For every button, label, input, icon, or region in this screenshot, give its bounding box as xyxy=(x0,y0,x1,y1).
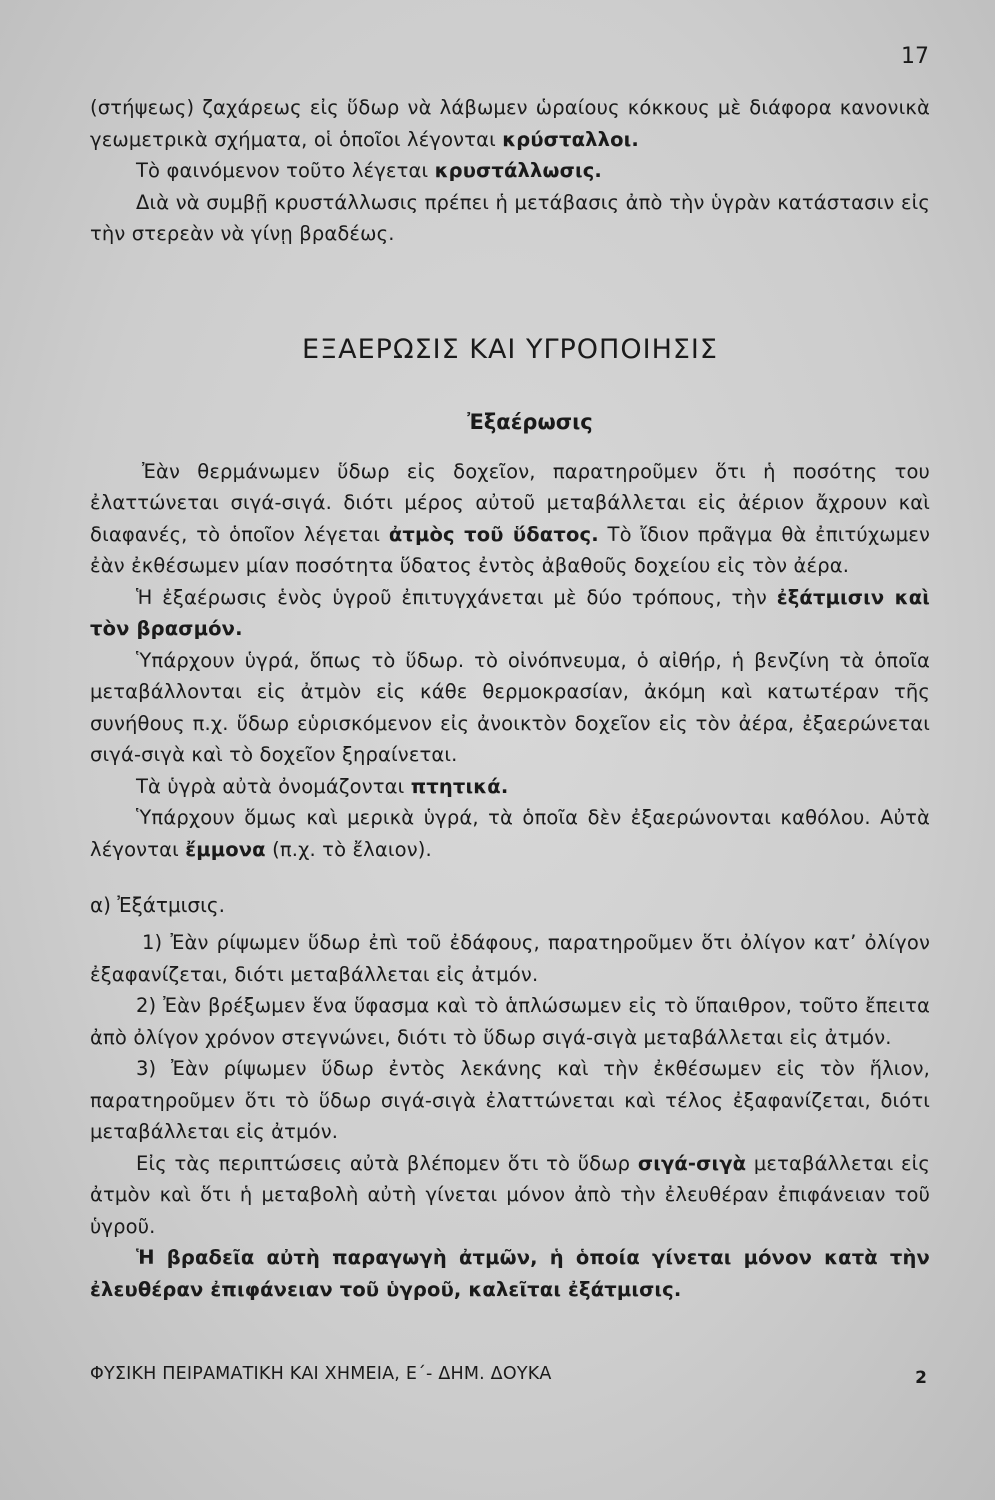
list-item-2: 2) Ἐὰν βρέξωμεν ἕνα ὕφασμα καὶ τὸ ἁπλώσωμεν εἰς τὸ ὕπαιθρον, τοῦτο ἔπειτα ἀπὸ ὀλίγον χρόνον στεγνώνει, διότι τὸ ὕδωρ σιγά-σιγὰ μεταβάλλεται εἰς ἀτμόν. xyxy=(90,994,930,1049)
closing-paragraph-1: Εἰς τὰς περιπτώσεις αὐτὰ βλέπομεν ὅτι τὸ ὕδωρ σιγά-σιγὰ μεταβάλλεται εἰς ἀτμὸν καὶ ὅτι ἡ μεταβολὴ αὐτὴ γίνεται μόνον ἀπὸ τὴν ἐλευθέραν ἐπιφάνειαν τοῦ ὑγροῦ. xyxy=(90,1151,930,1238)
intro-paragraph-2: Τὸ φαινόμενον τοῦτο λέγεται κρυστάλλωσις. xyxy=(136,159,602,182)
footer-signature-number: 2 xyxy=(915,1368,927,1388)
body-paragraph-4: Τὰ ὑγρὰ αὐτὰ ὀνομάζονται πτητικά. xyxy=(136,774,509,798)
term-emmona: ἔμμονα xyxy=(185,837,266,861)
footer-book-title: ΦΥΣΙΚΗ ΠΕΙΡΑΜΑΤΙΚΗ ΚΑΙ ΧΗΜΕΙΑ, Ε΄- ΔΗΜ. ΔΟΥΚΑ xyxy=(90,1364,552,1384)
closing-paragraph-2: Ἡ βραδεῖα αὐτὴ παραγωγὴ ἀτμῶν, ἡ ὁποία γίνεται μόνον κατὰ τὴν ἐλευθέραν ἐπιφάνειαν τοῦ ὑγροῦ, καλεῖται ἐξάτμισις. xyxy=(90,1246,930,1301)
chapter-title: ΕΞΑΕΡΩΣΙΣ ΚΑΙ ΥΓΡΟΠΟΙΗΣΙΣ xyxy=(302,333,718,365)
intro-paragraph-1: (στήψεως) ζαχάρεως εἰς ὕδωρ νὰ λάβωμεν ὡραίους κόκκους μὲ διάφορα κανονικὰ γεωμετρικὰ σχήματα, οἱ ὁποῖοι λέγονται κρύσταλλοι. xyxy=(90,96,930,151)
section-a-heading: α) Ἐξάτμισις. xyxy=(90,893,225,917)
intro-paragraph-3: Διὰ νὰ συμβῇ κρυστάλλωσις πρέπει ἡ μετάβασις ἀπὸ τὴν ὑγρὰν κατάστασιν εἰς τὴν στερεὰν νὰ γίνῃ βραδέως. xyxy=(90,190,930,245)
page-content xyxy=(90,92,930,1305)
term-krystallosis: κρυστάλλωσις. xyxy=(434,159,602,182)
term-krystalloi: κρύσταλλοι. xyxy=(502,127,639,151)
list-item-3: 3) Ἐὰν ρίψωμεν ὕδωρ ἐντὸς λεκάνης καὶ τὴν ἐκθέσωμεν εἰς τὸν ἥλιον, παρατηροῦμεν ὅτι τὸ ὕδωρ σιγά-σιγὰ ἐλαττώνεται καὶ τέλος ἐξαφανίζεται, διότι μεταβάλλεται εἰς ἀτμόν. xyxy=(90,1057,930,1143)
body-paragraph-1: Ἐὰν θερμάνωμεν ὕδωρ εἰς δοχεῖον, παρατηροῦμεν ὅτι ἡ ποσότης του ἐλαττώνεται σιγά-σιγά. διότι μέρος αὐτοῦ μεταβάλλεται εἰς ἀέριον ἄχρουν καὶ διαφανές, τὸ ὁποῖον λέγεται ἀτμὸς τοῦ ὕδατος. Τὸ ἴδιον πρᾶγμα θὰ ἐπιτύχωμεν ἐὰν ἐκθέσωμεν μίαν ποσότητα ὕδατος ἐντὸς ἀβαθοῦς δοχείου εἰς τὸν ἀέρα. xyxy=(90,459,931,577)
term-ptitika: πτητικά. xyxy=(410,774,509,798)
term-exatmisis-vrasmos: ἐξάτμισιν καὶ τὸν βρασμόν. xyxy=(90,585,930,640)
term-siga-siga: σιγά-σιγὰ xyxy=(637,1151,747,1175)
body-paragraph-3: Ὑπάρχουν ὑγρά, ὅπως τὸ ὕδωρ. τὸ οἰνόπνευμα, ὁ αἰθήρ, ἡ βενζίνη τὰ ὁποῖα μεταβάλλονται εἰς ἀτμὸν εἰς κάθε θερμοκρασίαν, ἀκόμη καὶ κατωτέραν τῆς συνήθους π.χ. ὕδωρ εὑρισκόμενον εἰς ἀνοικτὸν δοχεῖον εἰς τὸν ἀέρα, ἐξαερώνεται σιγά-σιγὰ καὶ τὸ δοχεῖον ξηραίνεται. xyxy=(90,648,930,766)
page-number: 17 xyxy=(901,44,929,69)
list-item-1: 1) Ἐὰν ρίψωμεν ὕδωρ ἐπὶ τοῦ ἐδάφους, παρατηροῦμεν ὅτι ὀλίγον κατ’ ὀλίγον ἐξαφανίζεται, διότι μεταβάλλεται εἰς ἀτμόν. xyxy=(90,931,930,986)
body-paragraph-5: Ὑπάρχουν ὅμως καὶ μερικὰ ὑγρά, τὰ ὁποῖα δὲν ἐξαερώνονται καθόλου. Αὐτὰ λέγονται ἔμμονα (π.χ. τὸ ἔλαιον). xyxy=(90,806,930,861)
body-paragraph-2: Ἡ ἐξαέρωσις ἑνὸς ὑγροῦ ἐπιτυγχάνεται μὲ δύο τρόπους, τὴν ἐξάτμισιν καὶ τὸν βρασμόν. xyxy=(90,585,930,640)
term-atmos: ἀτμὸς τοῦ ὕδατος. xyxy=(388,522,599,546)
section-subtitle: Ἐξαέρωσις xyxy=(467,409,593,434)
